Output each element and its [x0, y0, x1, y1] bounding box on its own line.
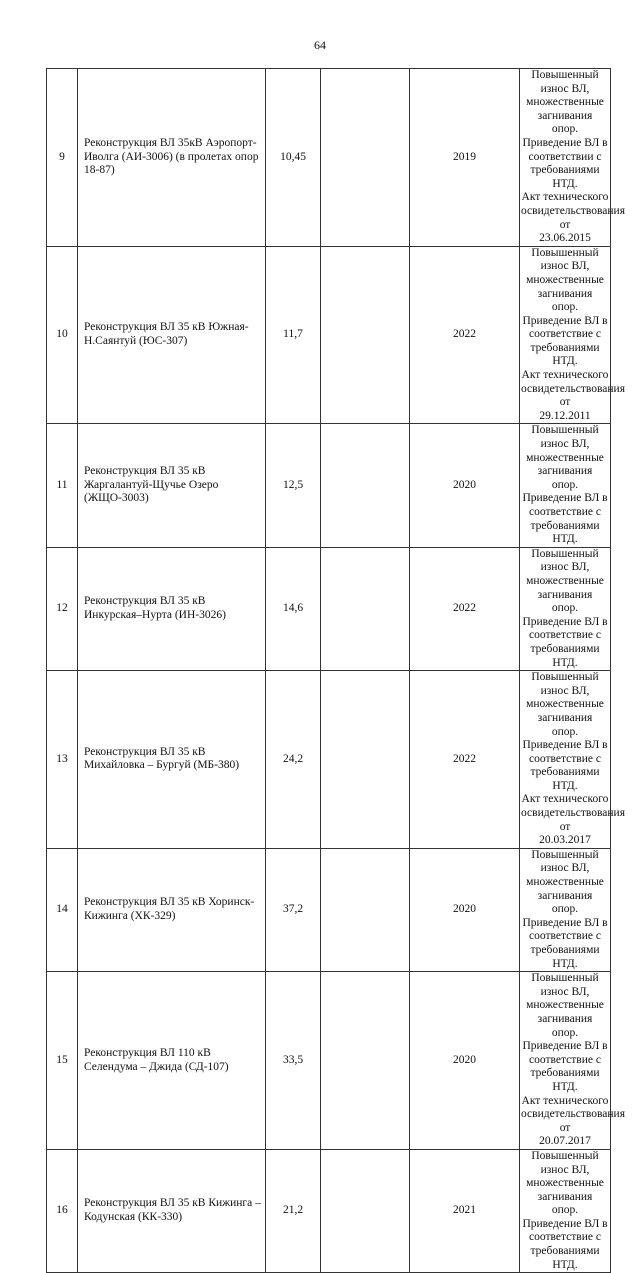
justification: Повышенный износ ВЛ, множественные загнивания опор. Приведение ВЛ в соответствии с требованиями НТД. Акт технического освидетельствования от 23.06.2015 [520, 69, 611, 247]
completion-year: 2020 [410, 424, 520, 547]
line-length: 33,5 [266, 972, 321, 1150]
row-number: 15 [47, 972, 78, 1150]
justification: Повышенный износ ВЛ, множественные загнивания опор. Приведение ВЛ в соответствие с требованиями НТД. [520, 547, 611, 670]
justification: Повышенный износ ВЛ, множественные загнивания опор. Приведение ВЛ в соответствие с требованиями НТД. [520, 1149, 611, 1272]
completion-year: 2022 [410, 246, 520, 424]
project-name: Реконструкция ВЛ 110 кВ Селендума – Джида (СД-107) [78, 972, 266, 1150]
empty-cell [321, 972, 410, 1150]
table-row [47, 246, 611, 424]
completion-year: 2019 [410, 69, 520, 247]
project-name: Реконструкция ВЛ 35кВ Аэропорт-Иволга (АИ-3006) (в пролетах опор 18-87) [78, 69, 266, 247]
project-name: Реконструкция ВЛ 35 кВ Инкурская–Нурта (ИН-3026) [78, 547, 266, 670]
table-row [47, 848, 611, 971]
empty-cell [321, 1149, 410, 1272]
empty-cell [321, 671, 410, 849]
page-number: 64 [314, 38, 326, 52]
completion-year: 2020 [410, 848, 520, 971]
line-length: 11,7 [266, 246, 321, 424]
completion-year: 2022 [410, 671, 520, 849]
project-name: Реконструкция ВЛ 35 кВ Кижинга – Кодунская (КК-330) [78, 1149, 266, 1272]
line-length: 10,45 [266, 69, 321, 247]
table-row [47, 424, 611, 547]
row-number: 16 [47, 1149, 78, 1272]
table-row [47, 972, 611, 1150]
completion-year: 2022 [410, 547, 520, 670]
line-length: 12,5 [266, 424, 321, 547]
empty-cell [321, 69, 410, 247]
row-number: 12 [47, 547, 78, 670]
empty-cell [321, 547, 410, 670]
justification: Повышенный износ ВЛ, множественные загнивания опор. Приведение ВЛ в соответствие с требованиями НТД. Акт технического освидетельствования от 20.07.2017 [520, 972, 611, 1150]
project-name: Реконструкция ВЛ 35 кВ Южная-Н.Саянтуй (ЮС-307) [78, 246, 266, 424]
project-name: Реконструкция ВЛ 35 кВ Михайловка – Бургуй (МБ-380) [78, 671, 266, 849]
investment-table [46, 68, 626, 1273]
row-number: 13 [47, 671, 78, 849]
project-name: Реконструкция ВЛ 35 кВ Жаргалантуй-Щучье Озеро (ЖЩО-3003) [78, 424, 266, 547]
line-length: 14,6 [266, 547, 321, 670]
row-number: 10 [47, 246, 78, 424]
line-length: 37,2 [266, 848, 321, 971]
table-row [47, 671, 611, 849]
row-number: 11 [47, 424, 78, 547]
line-length: 21,2 [266, 1149, 321, 1272]
line-length: 24,2 [266, 671, 321, 849]
justification: Повышенный износ ВЛ, множественные загнивания опор. Приведение ВЛ в соответствие с требованиями НТД. Акт технического освидетельствования от 29.12.2011 [520, 246, 611, 424]
row-number: 9 [47, 69, 78, 247]
completion-year: 2021 [410, 1149, 520, 1272]
project-name: Реконструкция ВЛ 35 кВ Хоринск-Кижинга (ХК-329) [78, 848, 266, 971]
table-row [47, 1149, 611, 1272]
empty-cell [321, 246, 410, 424]
table-row [47, 547, 611, 670]
justification: Повышенный износ ВЛ, множественные загнивания опор. Приведение ВЛ в соответствие с требованиями НТД. [520, 848, 611, 971]
empty-cell [321, 848, 410, 971]
completion-year: 2020 [410, 972, 520, 1150]
table-row [47, 69, 611, 247]
empty-cell [321, 424, 410, 547]
row-number: 14 [47, 848, 78, 971]
justification: Повышенный износ ВЛ, множественные загнивания опор. Приведение ВЛ в соответствие с требованиями НТД. Акт технического освидетельствования от 20.03.2017 [520, 671, 611, 849]
justification: Повышенный износ ВЛ, множественные загнивания опор. Приведение ВЛ в соответствие с требованиями НТД. [520, 424, 611, 547]
